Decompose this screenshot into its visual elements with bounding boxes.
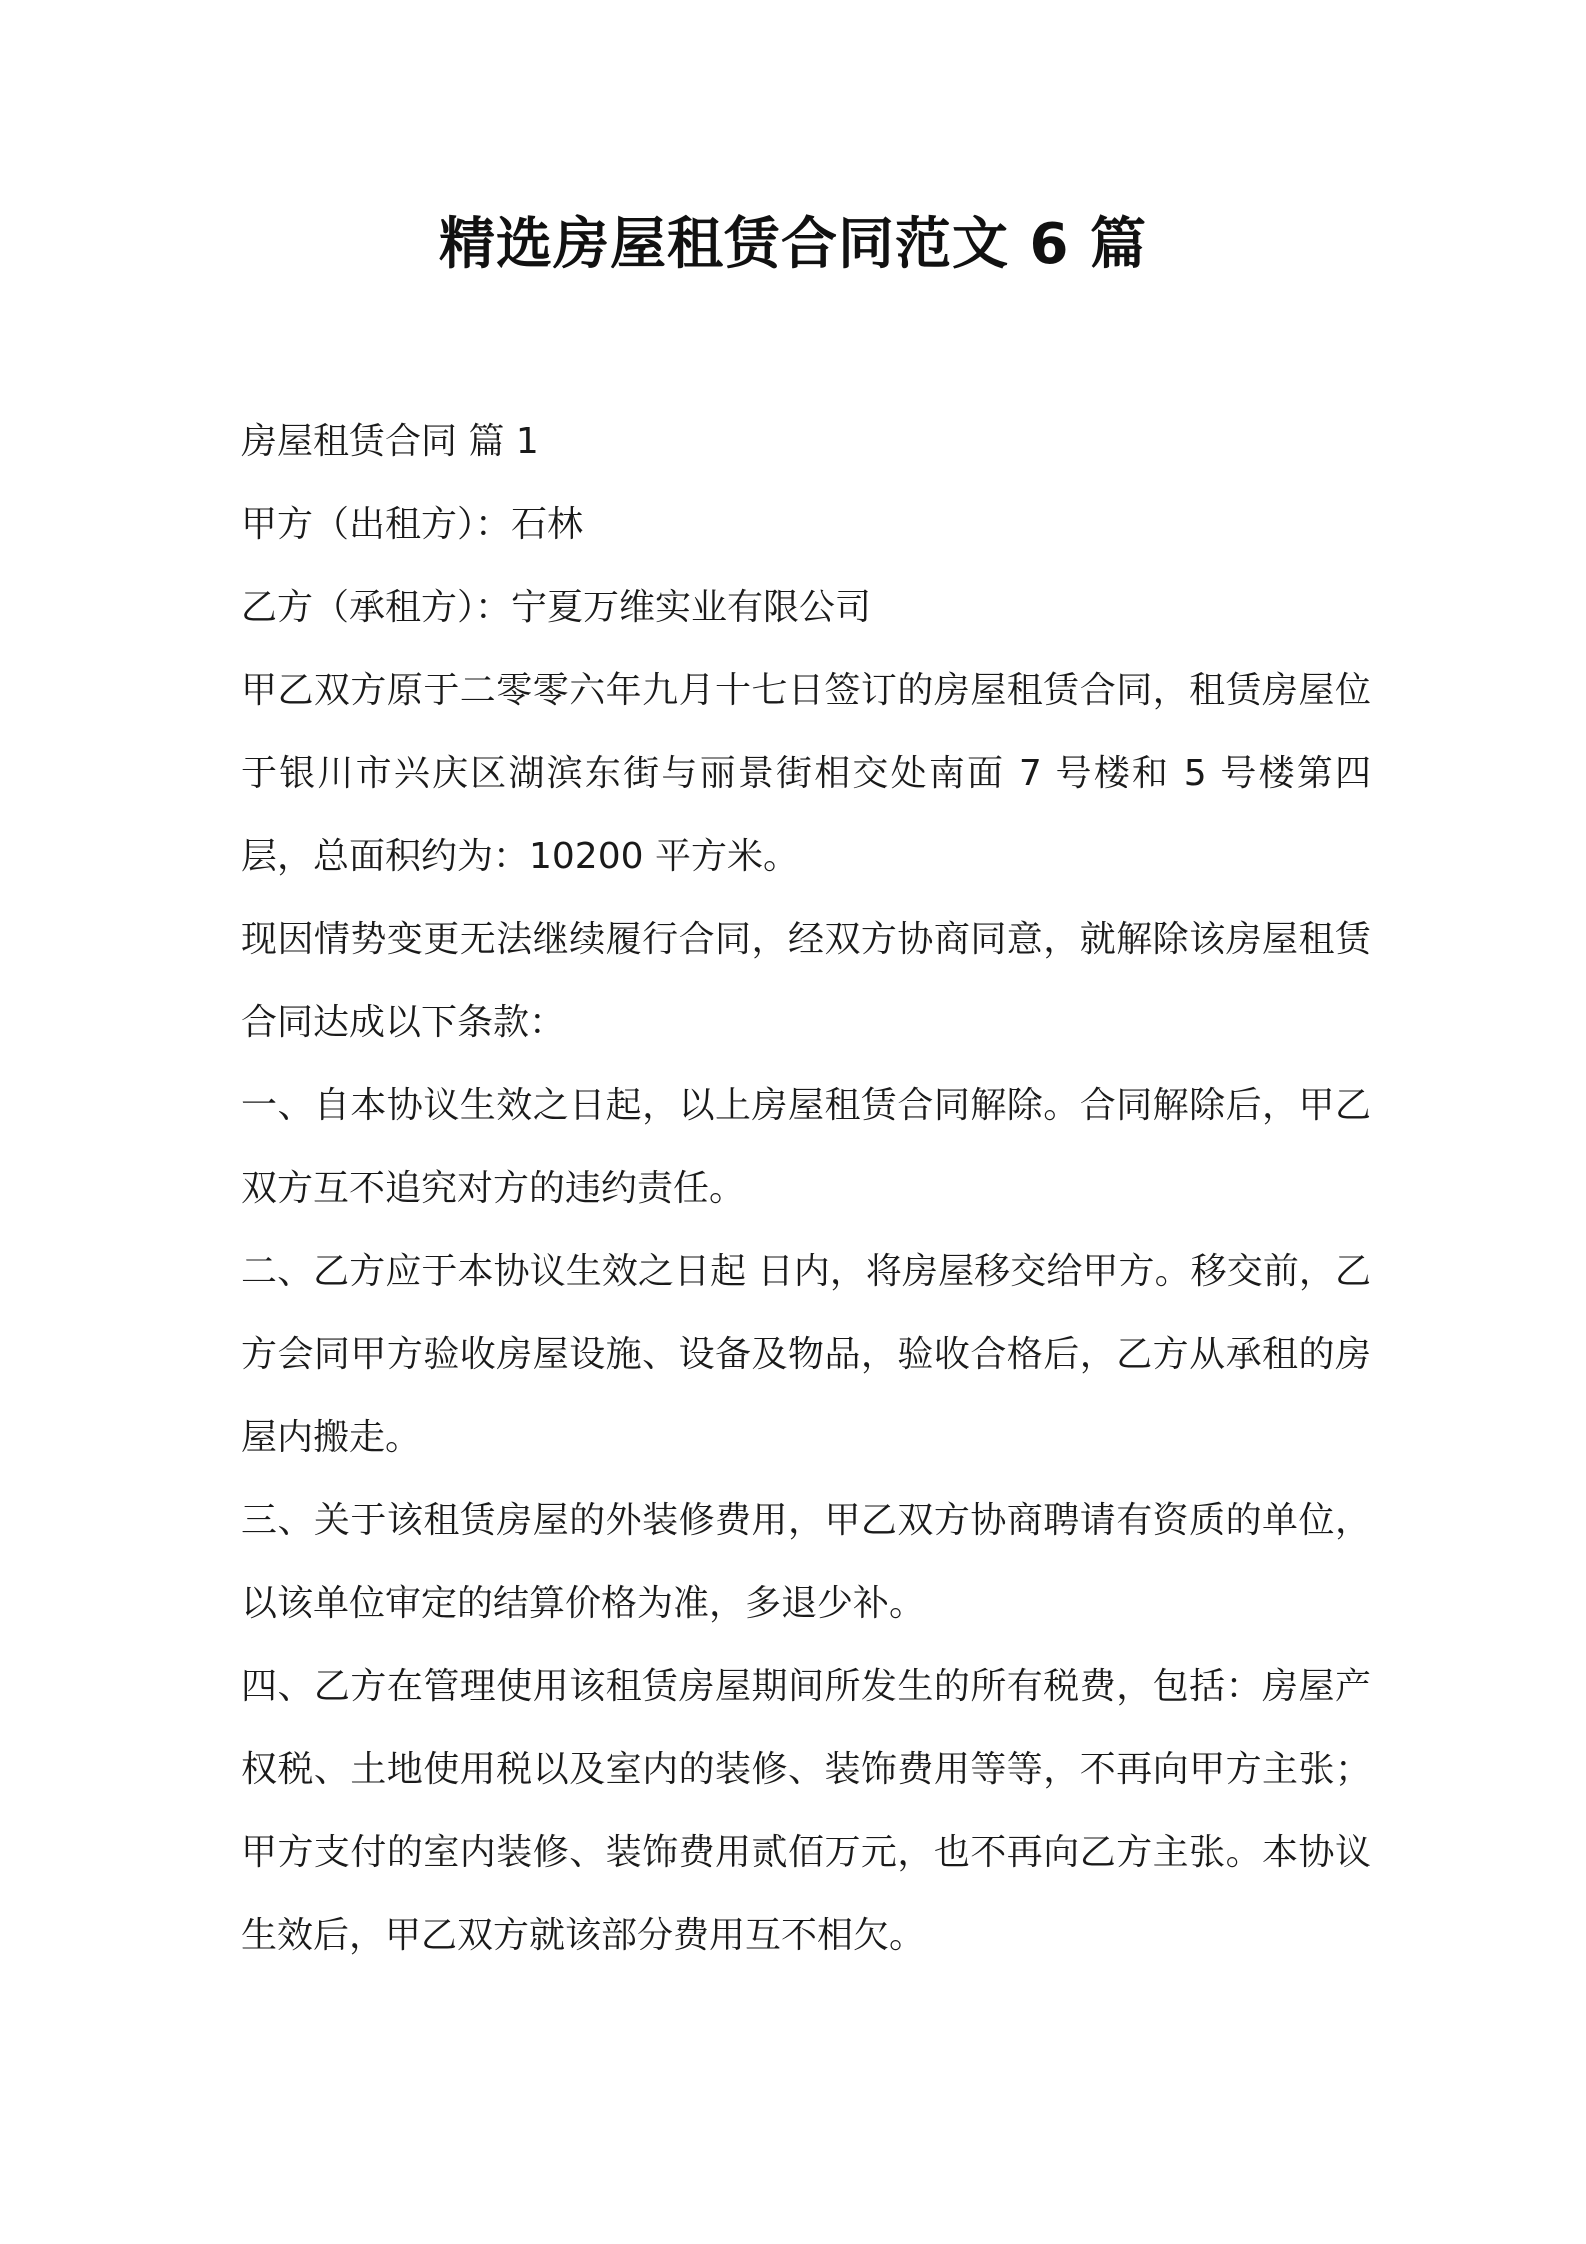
clause-2: 二、乙方应于本协议生效之日起 日内，将房屋移交给甲方。移交前，乙方会同甲方验收房屋设施、设备及物品，验收合格后，乙方从承租的房屋内搬走。: [241, 1251, 1371, 1458]
section-heading: 房屋租赁合同 篇 1: [241, 421, 539, 462]
clause-1: 一、自本协议生效之日起，以上房屋租赁合同解除。合同解除后，甲乙双方互不追究对方的违约责任。: [241, 1085, 1371, 1209]
paragraph-intro: 现因情势变更无法继续履行合同，经双方协商同意，就解除该房屋租赁合同达成以下条款：: [241, 919, 1371, 1043]
document-body: [241, 400, 1371, 1977]
clause-3: 三、关于该租赁房屋的外装修费用，甲乙双方协商聘请有资质的单位，以该单位审定的结算价格为准，多退少补。: [241, 1500, 1371, 1624]
party-b-line: 乙方（承租方）：宁夏万维实业有限公司: [241, 587, 872, 628]
paragraph-property: 甲乙双方原于二零零六年九月十七日签订的房屋租赁合同，租赁房屋位于银川市兴庆区湖滨东街与丽景街相交处南面 7 号楼和 5 号楼第四层，总面积约为：10200 平方米。: [241, 670, 1371, 877]
clause-4: 四、乙方在管理使用该租赁房屋期间所发生的所有税费，包括：房屋产权税、土地使用税以及室内的装修、装饰费用等等，不再向甲方主张；甲方支付的室内装修、装饰费用贰佰万元，也不再向乙方主张。本协议生效后，甲乙双方就该部分费用互不相欠。: [241, 1666, 1371, 1956]
document-title: 精选房屋租赁合同范文 6 篇: [439, 212, 1147, 277]
party-a-line: 甲方（出租方）：石林: [241, 504, 584, 545]
